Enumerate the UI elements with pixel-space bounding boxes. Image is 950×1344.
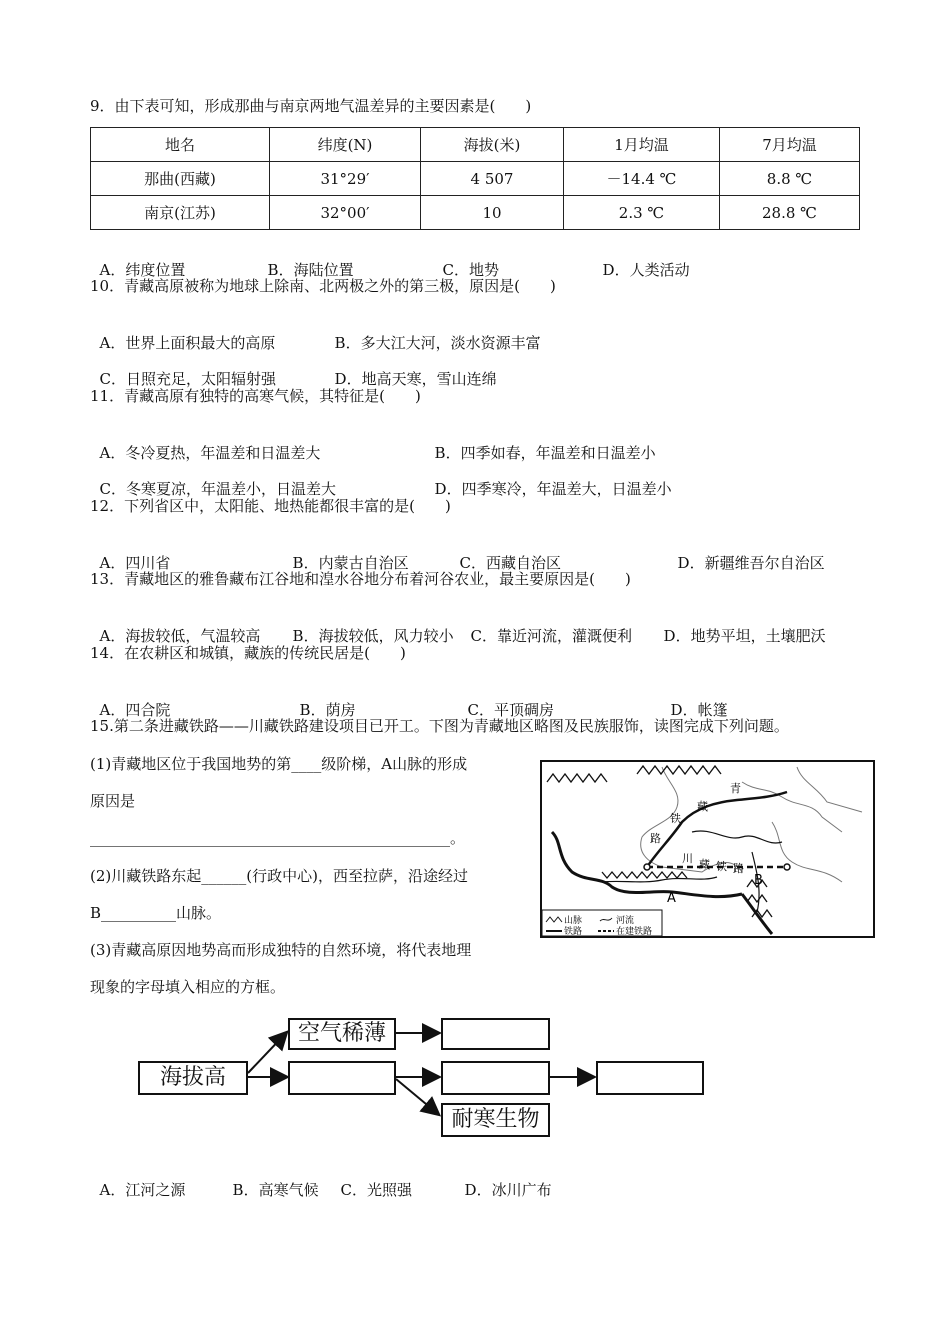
q9-stem: 9．由下表可知，形成那曲与南京两地气温差异的主要因素是( )	[90, 97, 532, 115]
mountain-range-kunlun	[637, 766, 721, 774]
qinghai-tibet-railway	[647, 792, 787, 867]
river	[692, 831, 782, 843]
map-label: 青	[730, 782, 741, 795]
map-label: 路	[733, 862, 744, 875]
option[interactable]: A．四川省	[99, 554, 171, 572]
q14-stem: 14．在农耕区和城镇，藏族的传统民居是( )	[90, 644, 406, 662]
option[interactable]: B．海陆位置	[267, 261, 354, 279]
border-segment	[742, 894, 772, 934]
table-cell: 4 507	[421, 162, 564, 196]
table-cell: 28.8 ℃	[720, 196, 860, 230]
table-header: 地名	[91, 128, 270, 162]
mountain-range-a	[602, 872, 687, 878]
option[interactable]: D．人类活动	[602, 261, 690, 279]
q15-options	[90, 1160, 552, 1200]
option[interactable]: B．四季如春，年温差和日温差小	[434, 444, 656, 462]
option[interactable]: D．新疆维吾尔自治区	[677, 554, 825, 572]
province-boundary	[772, 822, 842, 882]
flow-box-blank[interactable]	[441, 1061, 550, 1095]
option[interactable]: A．海拔较低，气温较高	[99, 627, 261, 645]
legend-label: 山脉	[564, 916, 583, 926]
legend-label: 河流	[616, 916, 635, 926]
map-label-a: A	[667, 891, 676, 906]
table-cell: 2.3 ℃	[564, 196, 720, 230]
option[interactable]: D．四季寒冷，年温差大，日温差小	[434, 480, 672, 498]
option[interactable]: A．世界上面积最大的高原	[99, 334, 276, 352]
option[interactable]: C．平顶碉房	[467, 701, 555, 719]
q13-stem: 13．青藏地区的雅鲁藏布江谷地和湟水谷地分布着河谷农业，最主要原因是( )	[90, 570, 631, 588]
legend-label: 铁路	[564, 927, 583, 936]
option[interactable]: C．冬寒夏凉，年温差小，日温差大	[99, 480, 337, 498]
q9-options	[90, 240, 690, 280]
table-row	[91, 162, 860, 196]
map-label: 川	[682, 852, 693, 865]
arrow	[396, 1079, 438, 1114]
q10-options-2	[90, 349, 497, 389]
map-label: 藏	[697, 800, 708, 813]
option[interactable]: C．西藏自治区	[459, 554, 562, 572]
map-label: 藏	[699, 858, 710, 871]
table-header: 1月均温	[564, 128, 720, 162]
table-header: 纬度(N)	[270, 128, 421, 162]
table-cell: 8.8 ℃	[720, 162, 860, 196]
flow-box-start: 海拔高	[138, 1061, 248, 1095]
flow-box-air: 空气稀薄	[288, 1018, 396, 1050]
table-header: 海拔(米)	[421, 128, 564, 162]
option[interactable]: B．高寒气候	[232, 1181, 319, 1199]
option[interactable]: B．内蒙古自治区	[292, 554, 409, 572]
option[interactable]: A．江河之源	[99, 1181, 186, 1199]
table-header-row	[91, 128, 860, 162]
table-cell: －14.4 ℃	[564, 162, 720, 196]
option[interactable]: A．四合院	[99, 701, 171, 719]
q15-part2-cont[interactable]: B__________山脉。	[90, 904, 222, 922]
table-cell: 32°00′	[270, 196, 421, 230]
chengdu-marker	[784, 864, 790, 870]
q13-options	[90, 606, 826, 646]
flow-box-blank[interactable]	[596, 1061, 704, 1095]
option[interactable]: B．海拔较低，风力较小	[292, 627, 454, 645]
map-drawing	[542, 762, 873, 936]
map-label: 铁	[716, 860, 727, 873]
option[interactable]: D．冰川广布	[464, 1181, 552, 1199]
q10-stem: 10．青藏高原被称为地球上除南、北两极之外的第三极，原因是( )	[90, 277, 556, 295]
q11-options-2	[90, 459, 672, 499]
q15-stem: 15.第二条进藏铁路——川藏铁路建设项目已开工。下图为青藏地区略图及民族服饰，读图完成下列问题。	[90, 717, 789, 735]
map-label: 路	[650, 832, 661, 845]
q12-stem: 12．下列省区中，太阳能、地热能都很丰富的是( )	[90, 497, 451, 515]
legend-label: 在建铁路	[616, 927, 653, 936]
option[interactable]: A．冬冷夏热，年温差和日温差大	[99, 444, 321, 462]
table-cell: 那曲(西藏)	[91, 162, 270, 196]
qinghai-tibet-map	[540, 760, 875, 938]
option[interactable]: D．地高天寒，雪山连绵	[334, 370, 497, 388]
table-cell: 南京(江苏)	[91, 196, 270, 230]
flow-box-blank[interactable]	[441, 1018, 550, 1050]
map-label-b: B	[754, 873, 763, 888]
q15-part1-cont: 原因是	[90, 792, 136, 810]
q15-part2: (2)川藏铁路东起______(行政中心)，西至拉萨，沿途经过	[90, 867, 468, 885]
option[interactable]: B．荫房	[299, 701, 356, 719]
flow-box-cold: 耐寒生物	[441, 1103, 550, 1137]
table-cell: 31°29′	[270, 162, 421, 196]
q15-part3: (3)青藏高原因地势高而形成独特的自然环境，将代表地理	[90, 941, 472, 959]
province-boundary	[742, 782, 842, 832]
table-cell: 10	[421, 196, 564, 230]
table-row	[91, 196, 860, 230]
q15-part1-blank[interactable]: ________________________________________________。	[90, 829, 466, 847]
map-label: 铁	[670, 812, 681, 825]
q11-options	[90, 423, 656, 463]
province-boundary	[797, 767, 862, 812]
option[interactable]: A．纬度位置	[99, 261, 186, 279]
q15-part3-cont: 现象的字母填入相应的方框。	[90, 978, 286, 996]
option[interactable]: C．靠近河流，灌溉便利	[470, 627, 633, 645]
option[interactable]: B．多大江大河，淡水资源丰富	[334, 334, 541, 352]
q12-options	[90, 533, 825, 573]
lhasa-marker	[644, 864, 650, 870]
arrow	[248, 1033, 286, 1073]
option[interactable]: D．帐篷	[670, 701, 728, 719]
table-header: 7月均温	[720, 128, 860, 162]
q10-options	[90, 313, 541, 353]
flow-box-blank[interactable]	[288, 1061, 396, 1095]
option[interactable]: C．日照充足，太阳辐射强	[99, 370, 277, 388]
q11-stem: 11．青藏高原有独特的高寒气候，其特征是( )	[90, 387, 421, 405]
option[interactable]: D．地势平坦，土壤肥沃	[663, 627, 826, 645]
mountain-range-north	[547, 774, 607, 782]
option[interactable]: C．地势	[442, 261, 500, 279]
q9-table	[90, 127, 860, 230]
q15-part1: (1)青藏地区位于我国地势的第____级阶梯，A山脉的形成	[90, 755, 468, 773]
flow-diagram	[138, 1008, 718, 1148]
option[interactable]: C．光照强	[340, 1181, 413, 1199]
river	[602, 877, 717, 882]
q14-options	[90, 680, 728, 720]
